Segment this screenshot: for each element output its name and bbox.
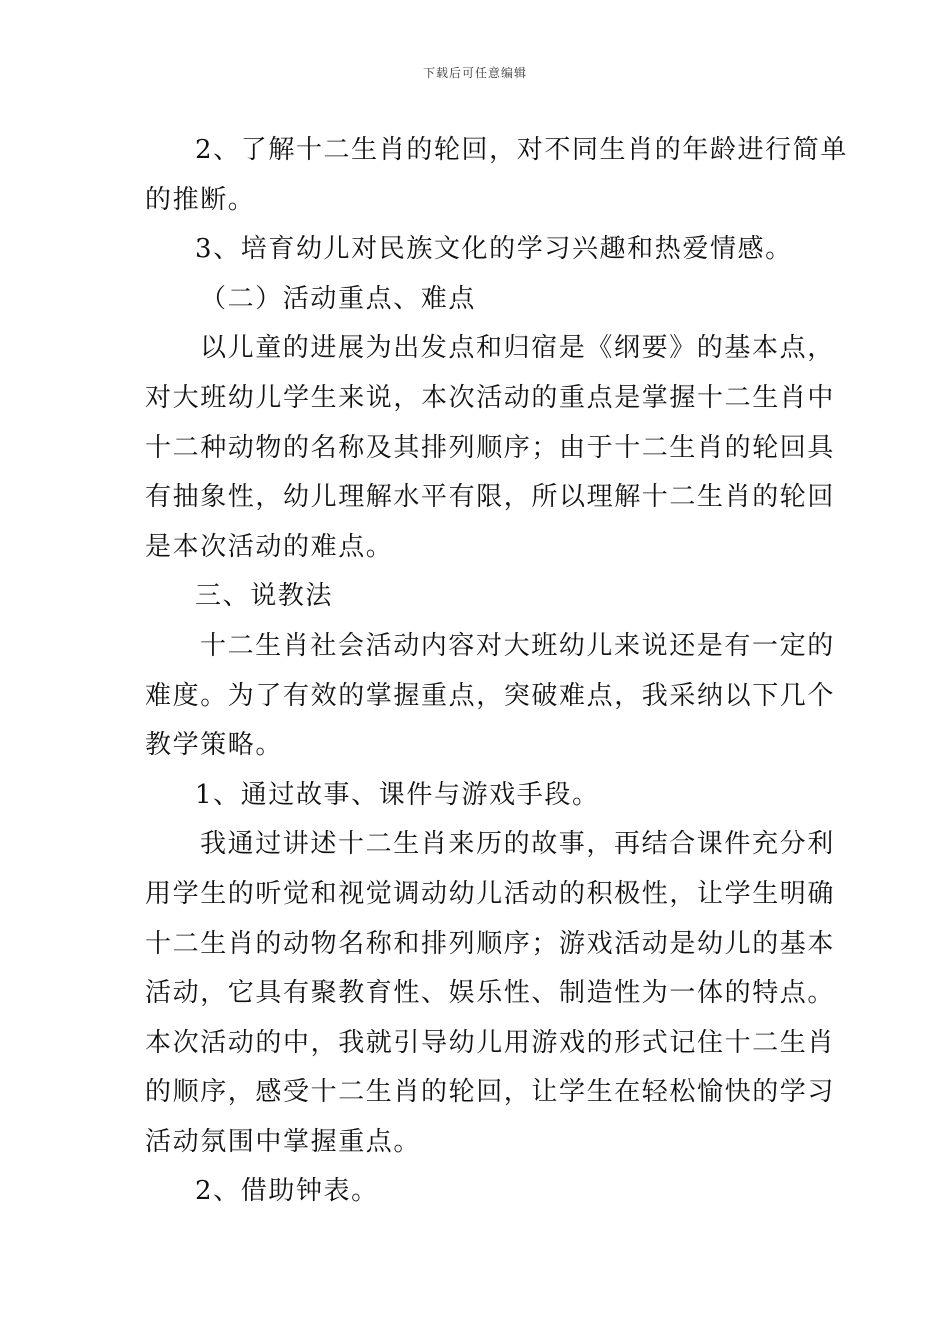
page-header-note: 下载后可任意编辑: [422, 66, 527, 80]
text-line: 十二生肖的动物名称和排列顺序；游戏活动是幼儿的基本: [145, 928, 836, 959]
text-line: 活动氛围中掌握重点。: [145, 1126, 422, 1157]
text-line: 难度。为了有效的掌握重点，突破难点，我采纳以下几个: [145, 680, 836, 711]
text-line: 活动，它具有聚教育性、娱乐性、制造性为一体的特点。: [145, 978, 836, 1009]
list-item-goal-3: 3、培育幼儿对民族文化的学习兴趣和热爱情感。: [195, 234, 793, 265]
text-line: 有抽象性，幼儿理解水平有限，所以理解十二生肖的轮回: [145, 482, 836, 513]
text-line: 本次活动的中，我就引导幼儿用游戏的形式记住十二生肖: [145, 1027, 836, 1058]
document-body: [145, 126, 848, 1217]
section-heading-teaching-method: 三、说教法: [195, 581, 334, 612]
list-item-method-2: 2、借助钟表。: [195, 1176, 379, 1207]
paragraph-start: 以儿童的进展为出发点和归宿是《纲要》的基本点，: [200, 333, 835, 364]
list-item-method-1: 1、通过故事、课件与游戏手段。: [195, 779, 600, 810]
section-heading-key-points: （二）活动重点、难点: [200, 283, 477, 314]
list-item-goal-2: 2、了解十二生肖的轮回，对不同生肖的年龄进行简单: [195, 135, 848, 165]
text-line: 的顺序，感受十二生肖的轮回，让学生在轻松愉快的学习: [145, 1077, 836, 1108]
text-line: 是本次活动的难点。: [145, 531, 394, 562]
paragraph-start: 我通过讲述十二生肖来历的故事，再结合课件充分利: [200, 829, 835, 860]
paragraph-start: 十二生肖社会活动内容对大班幼儿来说还是有一定的: [200, 630, 835, 661]
text-line: 对大班幼儿学生来说，本次活动的重点是掌握十二生肖中: [145, 382, 836, 413]
text-line: 十二种动物的名称及其排列顺序；由于十二生肖的轮回具: [145, 432, 836, 463]
text-line: 教学策略。: [145, 730, 284, 761]
text-line: 的推断。: [145, 184, 256, 215]
text-line: 用学生的听觉和视觉调动幼儿活动的积极性，让学生明确: [145, 878, 836, 909]
